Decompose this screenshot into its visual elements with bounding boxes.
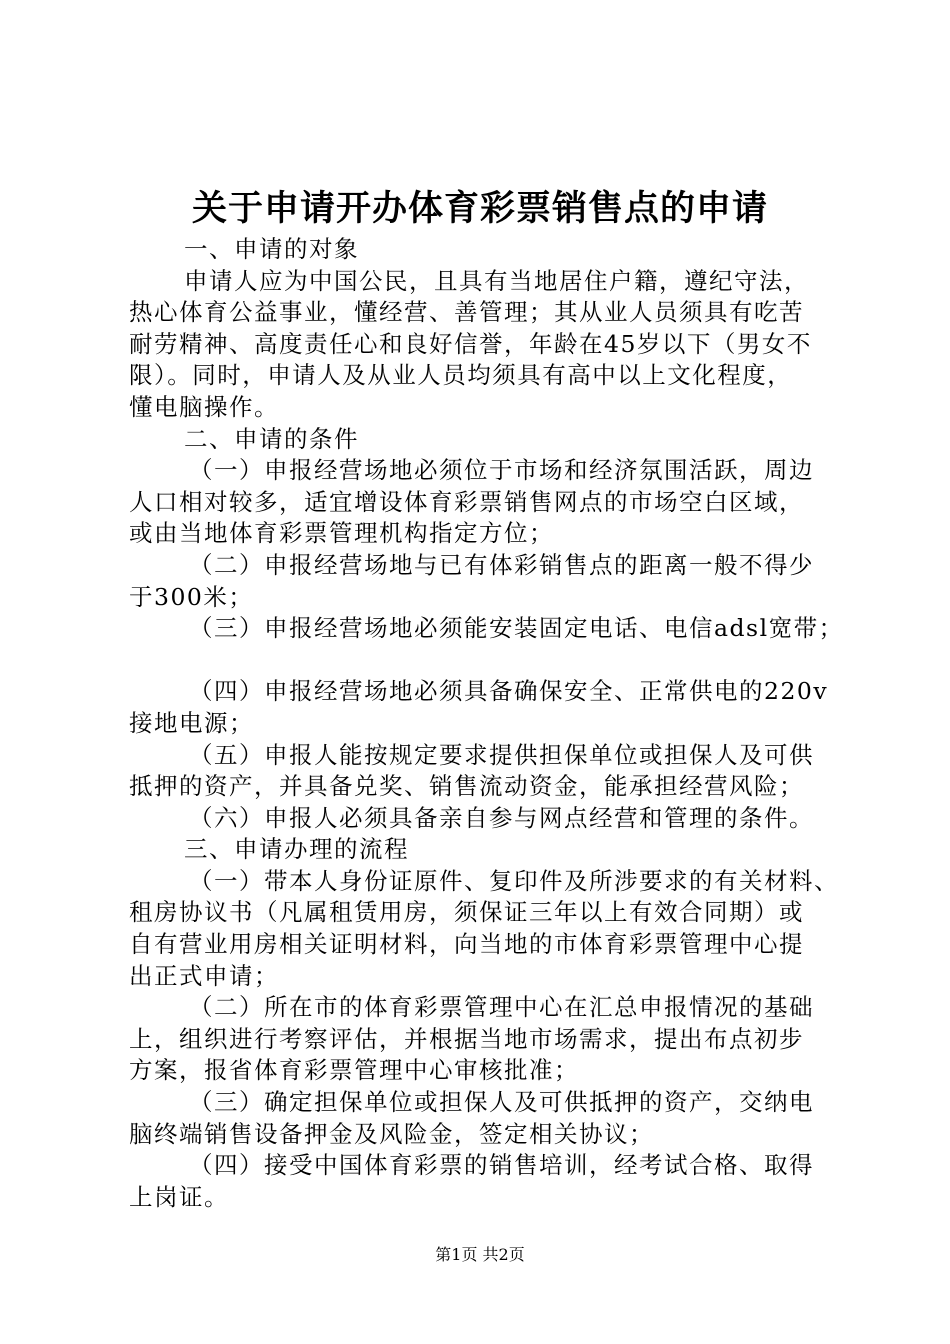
document-body [129, 234, 844, 1213]
paragraph-line: 方案，报省体育彩票管理中心审核批准； [129, 1056, 579, 1085]
paragraph-line: 接地电源； [129, 708, 254, 737]
paragraph-line: 出正式申请； [129, 961, 279, 990]
paragraph-line: 抵押的资产，并具备兑奖、销售流动资金，能承担经营风险； [129, 772, 804, 801]
paragraph-line: 脑终端销售设备押金及风险金，签定相关协议； [129, 1119, 654, 1148]
paragraph-line: 上，组织进行考察评估，并根据当地市场需求，提出布点初步 [129, 1024, 804, 1053]
paragraph-line: 人口相对较多，适宜增设体育彩票销售网点的市场空白区域， [129, 487, 804, 516]
paragraph-line: （三）申报经营场地必须能安装固定电话、电信adsl宽带； [189, 614, 844, 643]
paragraph-line: 热心体育公益事业，懂经营、善管理；其从业人员须具有吃苦 [129, 298, 804, 327]
paragraph-line: （五）申报人能按规定要求提供担保单位或担保人及可供 [189, 740, 814, 769]
paragraph-line: 自有营业用房相关证明材料，向当地的市体育彩票管理中心提 [129, 930, 804, 959]
paragraph-line: （二）所在市的体育彩票管理中心在汇总申报情况的基础 [189, 993, 814, 1022]
paragraph-line: （四）接受中国体育彩票的销售培训，经考试合格、取得 [189, 1151, 814, 1180]
section-heading-3: 三、申请办理的流程 [184, 835, 409, 864]
paragraph-line: 耐劳精神、高度责任心和良好信誉，年龄在45岁以下（男女不 [129, 329, 812, 358]
section-heading-1: 一、申请的对象 [184, 235, 359, 263]
paragraph-line: 于300米； [129, 582, 254, 611]
document-title: 关于申请开办体育彩票销售点的申请 [191, 189, 768, 229]
blank-line [129, 645, 834, 677]
paragraph-line: 上岗证。 [129, 1182, 229, 1211]
paragraph-line: （六）申报人必须具备亲自参与网点经营和管理的条件。 [189, 803, 814, 832]
paragraph-line: 或由当地体育彩票管理机构指定方位； [129, 519, 554, 548]
section-heading-2: 二、申请的条件 [184, 424, 359, 453]
paragraph-line: （二）申报经营场地与已有体彩销售点的距离一般不得少 [189, 550, 814, 579]
paragraph-line: 申请人应为中国公民，且具有当地居住户籍，遵纪守法， [184, 266, 809, 295]
paragraph-line: 限）。同时，申请人及从业人员均须具有高中以上文化程度， [129, 361, 793, 390]
paragraph-line: 懂电脑操作。 [129, 392, 279, 421]
paragraph-line: （一）带本人身份证原件、复印件及所涉要求的有关材料、 [189, 866, 839, 895]
page-number-footer: 第1页 共2页 [435, 1245, 525, 1264]
paragraph-line: （三）确定担保单位或担保人及可供抵押的资产，交纳电 [189, 1088, 814, 1117]
paragraph-line: （一）申报经营场地必须位于市场和经济氛围活跃，周边 [189, 456, 814, 485]
paragraph-line: （四）申报经营场地必须具备确保安全、正常供电的220v [189, 677, 829, 706]
paragraph-line: 租房协议书（凡属租赁用房，须保证三年以上有效合同期）或 [129, 898, 804, 927]
